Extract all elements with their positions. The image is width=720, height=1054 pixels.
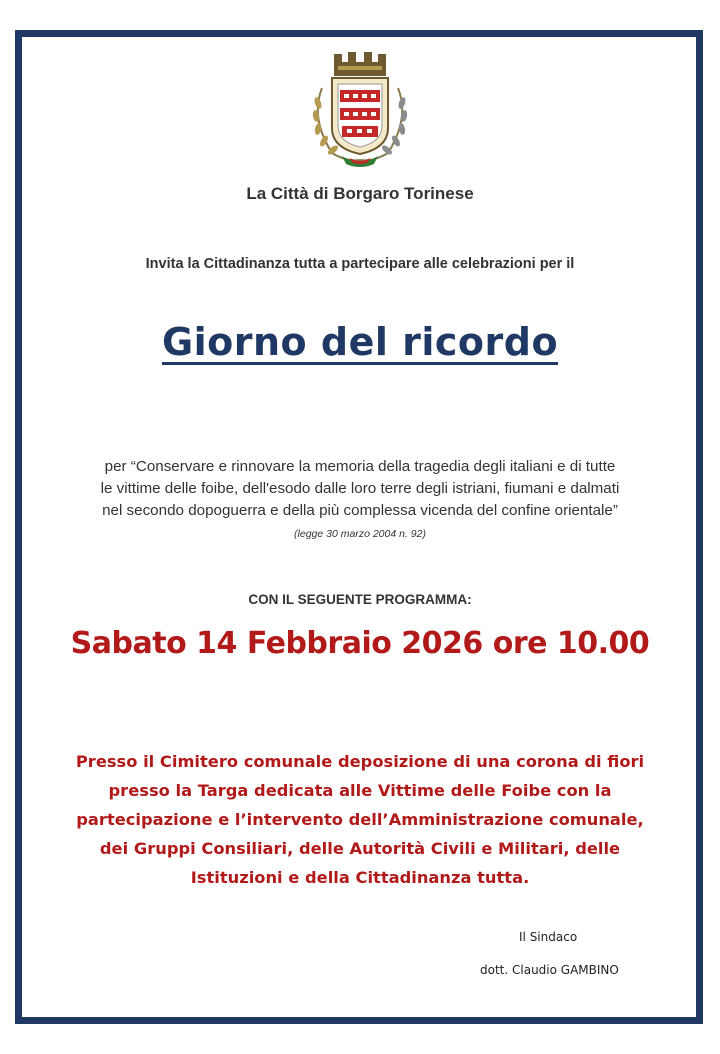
law-reference: (legge 30 marzo 2004 n. 92) <box>294 528 426 540</box>
event-title: Giorno del ricordo <box>161 320 559 364</box>
details-line: partecipazione e l’intervento dell’Amministrazione comunale, <box>76 810 644 829</box>
details-line: Presso il Cimitero comunale deposizione di una corona di fiori <box>75 752 645 771</box>
invitation-line: Invita la Cittadinanza tutta a partecipare alle celebrazioni per il <box>145 256 575 272</box>
signature-role: Il Sindaco <box>519 930 578 944</box>
event-details <box>40 747 680 892</box>
quote-line: le vittime delle foibe, dell'esodo dalle loro terre degli istriani, fiumani e dalmati <box>100 480 620 497</box>
city-name: La Città di Borgaro Torinese <box>246 184 474 203</box>
details-line: dei Gruppi Consiliari, delle Autorità Civili e Militari, delle <box>99 839 621 858</box>
quote-line: per “Conservare e rinnovare la memoria della tragedia degli italiani e di tutte <box>104 458 616 475</box>
signature-name: dott. Claudio GAMBINO <box>480 963 619 977</box>
quote-line: nel secondo dopoguerra e della più complessa vicenda del confine orientale” <box>102 502 618 519</box>
details-line: presso la Targa dedicata alle Vittime delle Foibe con la <box>108 781 612 800</box>
event-date: Sabato 14 Febbraio 2026 ore 10.00 <box>70 626 650 661</box>
program-heading: CON IL SEGUENTE PROGRAMMA: <box>248 592 472 607</box>
coat-of-arms-icon <box>302 48 418 168</box>
law-quote <box>40 456 680 522</box>
details-line: Istituzioni e della Cittadinanza tutta. <box>190 868 530 887</box>
